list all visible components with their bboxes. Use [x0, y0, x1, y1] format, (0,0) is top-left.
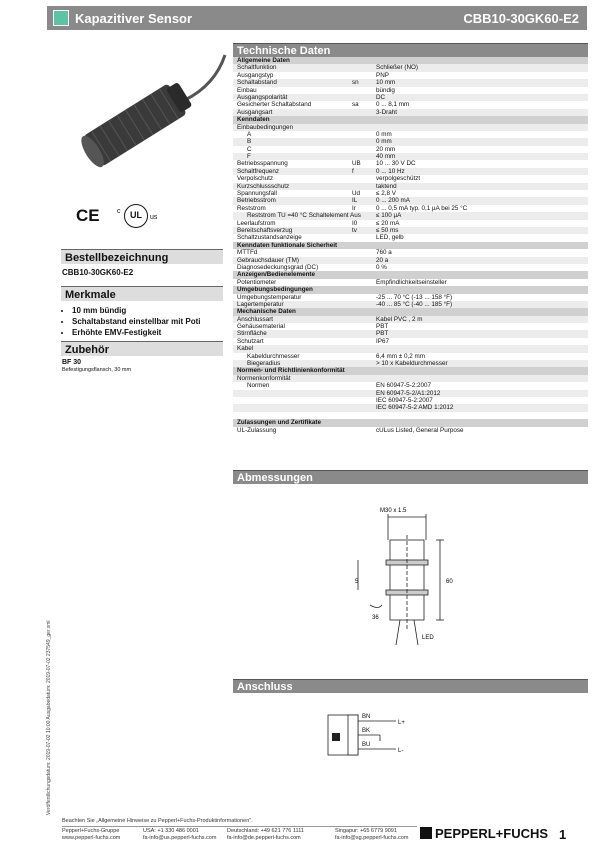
- spec-value: 20 mm: [376, 145, 396, 153]
- table-row: [233, 124, 588, 131]
- footer-web-link[interactable]: www.pepperl-fuchs.com: [62, 835, 121, 841]
- table-row: [233, 220, 588, 227]
- spec-symbol: UB: [352, 160, 361, 168]
- footer-group: Pepperl+Fuchs-Gruppe: [62, 828, 120, 834]
- spec-value: 0 ... 200 mA: [376, 197, 410, 205]
- footer-usa-mail[interactable]: fa-info@us.pepperl-fuchs.com: [143, 835, 217, 841]
- spec-value: 0 ... 10 Hz: [376, 167, 405, 175]
- tech-data-heading: Technische Daten: [233, 43, 588, 57]
- spec-value: IEC 60947-5-2:2007: [376, 396, 433, 404]
- spec-value: PNP: [376, 71, 389, 79]
- spec-name: Reststrom TU =40 °C Schaltelement Aus: [247, 212, 361, 220]
- spec-section-label: Kenndaten: [237, 116, 270, 124]
- spec-name: C: [247, 145, 252, 153]
- spec-value: EN 60947-5-2/A1:2012: [376, 389, 441, 397]
- spec-value: 20 a: [376, 256, 389, 264]
- spec-value: PBT: [376, 323, 389, 331]
- table-row: [233, 301, 588, 308]
- product-code: CBB10-30GK60-E2: [463, 11, 579, 26]
- table-row: [233, 79, 588, 86]
- spec-name: Kabel: [237, 345, 254, 353]
- table-row: [233, 212, 588, 219]
- length-5-label: 5: [355, 579, 359, 585]
- footer-sg: Singapur: +65 6779 9091: [335, 828, 397, 834]
- spec-section-label: Allgemeine Daten: [237, 57, 290, 64]
- spec-name: Kurzschlussschutz: [237, 182, 290, 190]
- spec-value: > 10 x Kabeldurchmesser: [376, 360, 448, 368]
- spec-symbol: IL: [352, 197, 358, 205]
- brand-logo: PEPPERL+FUCHS: [420, 826, 548, 841]
- spec-symbol: sn: [352, 79, 359, 87]
- spec-value: cULus Listed, General Purpose: [376, 426, 464, 434]
- logo-mark-icon: [420, 827, 432, 839]
- spec-symbol: Ud: [352, 190, 361, 198]
- spec-symbol: tv: [352, 226, 357, 234]
- spec-value: 0 %: [376, 263, 387, 271]
- spec-name: Lagertemperatur: [237, 300, 284, 308]
- accessory-desc: Befestigungsflansch, 30 mm: [62, 367, 132, 373]
- features-list: [72, 305, 200, 338]
- spec-value: 3-Draht: [376, 108, 397, 116]
- table-row: [233, 138, 588, 145]
- ul-mark-icon: UL: [124, 204, 148, 228]
- spec-value: 40 mm: [376, 153, 396, 161]
- table-row: [233, 330, 588, 337]
- table-row: [233, 64, 588, 71]
- table-row: [233, 87, 588, 94]
- spec-value: 0 mm: [376, 130, 392, 138]
- footer-sg-mail[interactable]: fa-info@sg.pepperl-fuchs.com: [335, 835, 409, 841]
- spec-name: Diagnosedeckungsgrad (DC): [237, 263, 319, 271]
- spec-name: Anschlussart: [237, 315, 274, 323]
- table-row: [233, 168, 588, 175]
- table-row: [233, 294, 588, 301]
- footer-note: Beachten Sie „Allgemeine Hinweise zu Pepperl+Fuchs-Produktinformationen".: [62, 818, 253, 824]
- spec-section-label: Kenndaten funktionale Sicherheit: [237, 241, 338, 249]
- table-row: [233, 227, 588, 234]
- spec-value: EN 60947-5-2:2007: [376, 382, 431, 390]
- dimension-drawing: [350, 505, 460, 650]
- thread-label: M30 x 1.5: [380, 508, 407, 514]
- width-36-label: 36: [372, 615, 379, 621]
- spec-value: verpolgeschützt: [376, 175, 421, 183]
- spec-name: Einbau: [237, 86, 257, 94]
- sensor-product-image: [65, 45, 230, 175]
- table-row: [233, 190, 588, 197]
- spec-name: Normenkonformität: [237, 374, 291, 382]
- spec-name: UL-Zulassung: [237, 426, 277, 434]
- table-row: [233, 234, 588, 241]
- table-row: [233, 353, 588, 360]
- wire-bu-label: BU: [362, 742, 371, 748]
- spec-name: Betriebsspannung: [237, 160, 288, 168]
- spec-name: Schaltfrequenz: [237, 167, 280, 175]
- spec-section-heading: [233, 367, 588, 374]
- list-item: • Schaltabstand einstellbar mit Poti: [72, 316, 200, 327]
- spec-value: ≤ 50 ms: [376, 226, 399, 234]
- spec-value: ≤ 2,8 V: [376, 190, 396, 198]
- spec-value: IEC 60947-5-2 AMD 1:2012: [376, 404, 454, 412]
- spec-value: ≤ 100 µA: [376, 212, 402, 220]
- accessory-heading: Zubehör: [61, 341, 223, 356]
- table-row: [233, 390, 588, 397]
- connection-heading: Anschluss: [233, 679, 588, 693]
- spec-name: Biegeradius: [247, 360, 281, 368]
- spec-section-heading: [233, 271, 588, 278]
- table-row: [233, 382, 588, 389]
- dimensions-heading: Abmessungen: [233, 470, 588, 484]
- table-row: [233, 146, 588, 153]
- page-header: [47, 6, 587, 30]
- table-row: [233, 264, 588, 271]
- order-code: CBB10-30GK60-E2: [62, 268, 134, 277]
- led-label: LED: [422, 635, 434, 641]
- list-item: • Erhöhte EMV-Festigkeit: [72, 327, 200, 338]
- spec-value: 10 ... 30 V DC: [376, 160, 416, 168]
- spec-name: MTTFd: [237, 249, 258, 257]
- table-row: [233, 338, 588, 345]
- table-row: [233, 427, 588, 434]
- spec-value: IP67: [376, 337, 389, 345]
- table-row: [233, 412, 588, 419]
- spec-value: 0 ... 8,1 mm: [376, 101, 410, 109]
- table-row: [233, 345, 588, 352]
- spec-name: A: [247, 130, 252, 138]
- spec-name: Kabeldurchmesser: [247, 352, 300, 360]
- table-row: [233, 183, 588, 190]
- spec-symbol: Ir: [352, 204, 356, 212]
- spec-name: Potentiometer: [237, 278, 277, 286]
- spec-section-label: Mechanische Daten: [237, 308, 296, 316]
- spec-name: Ausgangstyp: [237, 71, 274, 79]
- spec-section-heading: [233, 242, 588, 249]
- page-number: 1: [559, 827, 567, 842]
- spec-name: Spannungsfall: [237, 190, 277, 198]
- footer-de-mail[interactable]: fa-info@de.pepperl-fuchs.com: [227, 835, 301, 841]
- spec-name: Ausgangspolarität: [237, 93, 288, 101]
- table-row: [233, 101, 588, 108]
- spec-value: DC: [376, 93, 386, 101]
- spec-value: taktend: [376, 182, 397, 190]
- wire-bk-label: BK: [362, 728, 371, 734]
- spec-name: Einbaubedingungen: [237, 123, 294, 131]
- table-row: [233, 94, 588, 101]
- spec-name: Schutzart: [237, 337, 264, 345]
- accessory-name: BF 30: [62, 359, 82, 366]
- spec-name: Stirnfläche: [237, 330, 267, 338]
- table-row: [233, 279, 588, 286]
- page-title: Kapazitiver Sensor: [75, 11, 193, 26]
- spec-name: Verpolschutz: [237, 175, 274, 183]
- spec-name: Gebrauchsdauer (TM): [237, 256, 299, 264]
- side-date-text: Veröffentlichungsdatum: 2019-07-02 10:00 Ausgabedatum: 2019-07-02 237549_ger.xml: [46, 620, 52, 815]
- length-60-label: 60: [446, 579, 453, 585]
- footer-de: Deutschland: +49 621 776 1111: [227, 828, 304, 834]
- wire-bn-label: BN: [362, 714, 371, 720]
- list-item: • 10 mm bündig: [72, 305, 200, 316]
- table-row: [233, 249, 588, 256]
- spec-value: 760 a: [376, 249, 392, 257]
- brand-square-icon: [53, 10, 69, 26]
- spec-name: Bereitschaftsverzug: [237, 226, 293, 234]
- table-row: [233, 153, 588, 160]
- spec-value: 0 mm: [376, 138, 392, 146]
- spec-symbol: sa: [352, 101, 359, 109]
- spec-name: Gehäusematerial: [237, 323, 285, 331]
- table-row: [233, 375, 588, 382]
- minus-label: L-: [398, 748, 404, 754]
- table-row: [233, 360, 588, 367]
- spec-section-label: Umgebungsbedingungen: [237, 286, 313, 294]
- footer-usa: USA: +1 330 486 0001: [143, 828, 199, 834]
- table-row: [233, 175, 588, 182]
- spec-symbol: f: [352, 167, 354, 175]
- table-row: [233, 72, 588, 79]
- spec-name: Ausgangsart: [237, 108, 273, 116]
- spec-name: F: [247, 153, 251, 161]
- table-row: [233, 404, 588, 411]
- table-row: [233, 316, 588, 323]
- spec-name: B: [247, 138, 252, 146]
- spec-name: Reststrom: [237, 204, 266, 212]
- spec-value: ≤ 20 mA: [376, 219, 400, 227]
- spec-name: Umgebungstemperatur: [237, 293, 302, 301]
- spec-section-heading: [233, 286, 588, 293]
- table-row: [233, 397, 588, 404]
- spec-name: Schaltzustandsanzeige: [237, 234, 302, 242]
- table-row: [233, 257, 588, 264]
- features-heading: Merkmale: [61, 286, 223, 301]
- spec-section-heading: [233, 419, 588, 426]
- spec-symbol: I0: [352, 219, 358, 227]
- spec-section-label: Normen- und Richtlinienkonformität: [237, 367, 345, 375]
- spec-value: Kabel PVC , 2 m: [376, 315, 423, 323]
- spec-name: Schaltabstand: [237, 79, 277, 87]
- spec-value: 6,4 mm ± 0,2 mm: [376, 352, 425, 360]
- spec-value: Schließer (NO): [376, 64, 418, 72]
- wiring-diagram: [320, 705, 420, 760]
- spec-value: -40 ... 85 °C (-40 ... 185 °F): [376, 300, 453, 308]
- table-row: [233, 323, 588, 330]
- spec-name: Leerlaufstrom: [237, 219, 276, 227]
- spec-name: Normen: [247, 382, 270, 390]
- table-row: [233, 109, 588, 116]
- spec-section-label: Zulassungen und Zertifikate: [237, 419, 321, 427]
- spec-value: bündig: [376, 86, 395, 94]
- spec-value: 10 mm: [376, 79, 396, 87]
- spec-name: Schaltfunktion: [237, 64, 277, 72]
- spec-section-heading: [233, 57, 588, 64]
- table-row: [233, 131, 588, 138]
- spec-section-heading: [233, 308, 588, 315]
- spec-value: 0 ... 0,5 mA typ. 0,1 µA bei 25 °C: [376, 204, 468, 212]
- table-row: [233, 160, 588, 167]
- plus-label: L+: [398, 720, 405, 726]
- spec-value: LED, gelb: [376, 234, 404, 242]
- spec-value: Empfindlichkeitseinsteller: [376, 278, 447, 286]
- spec-name: Betriebsstrom: [237, 197, 276, 205]
- order-heading: Bestellbezeichnung: [61, 249, 223, 264]
- spec-name: Gesicherter Schaltabstand: [237, 101, 312, 109]
- table-row: [233, 197, 588, 204]
- spec-value: PBT: [376, 330, 389, 338]
- spec-section-label: Anzeigen/Bedienelemente: [237, 271, 316, 279]
- spec-section-heading: [233, 116, 588, 123]
- spec-table: [233, 57, 588, 434]
- ce-mark-icon: CE: [76, 206, 100, 225]
- spec-value: -25 ... 70 °C (-13 ... 158 °F): [376, 293, 453, 301]
